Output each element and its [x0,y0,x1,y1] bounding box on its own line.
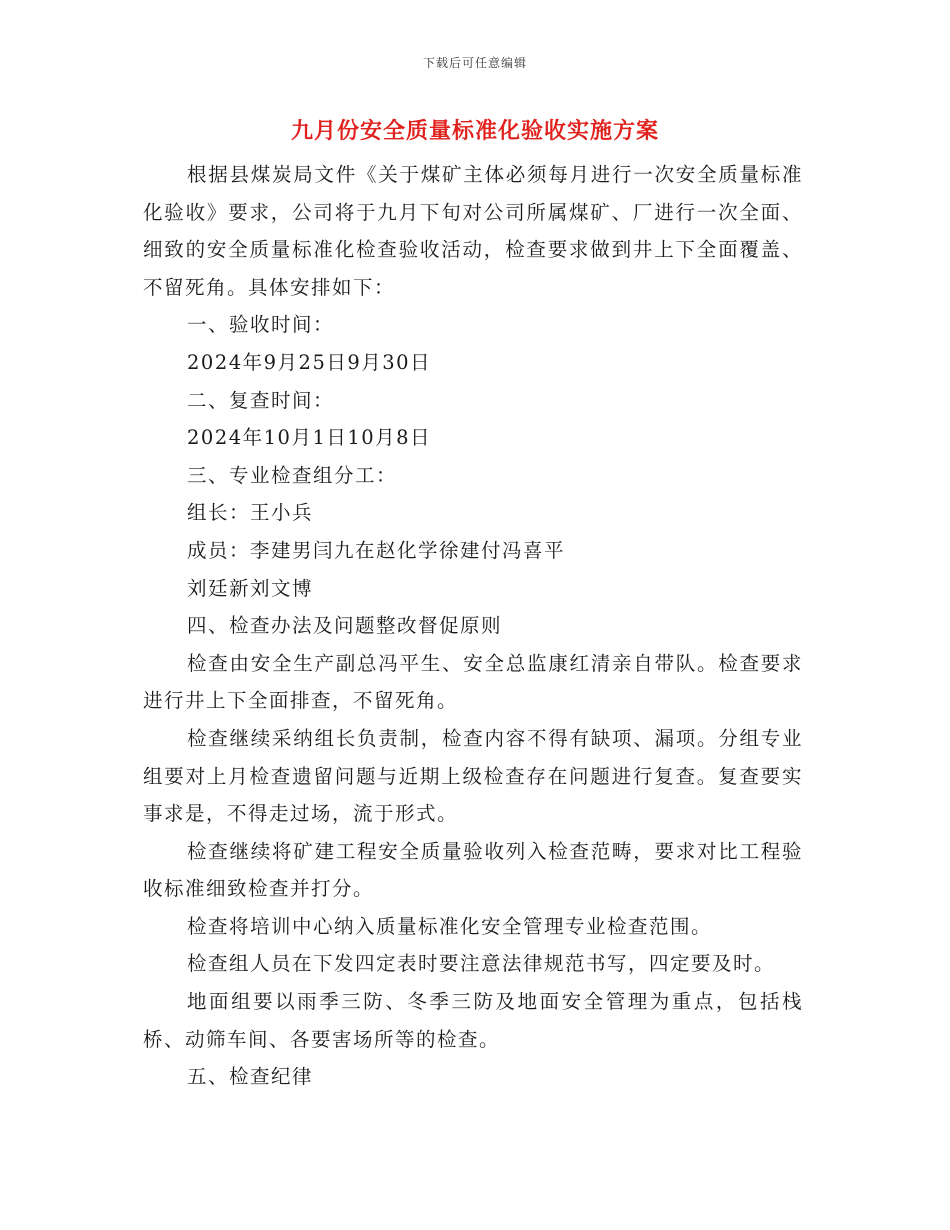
section-heading-5: 五、检查纪律 [187,1065,314,1089]
document-body [143,156,803,1096]
section-heading-1: 一、验收时间： [187,313,335,337]
inspection-date: 2024年9月25日9月30日 [187,350,432,374]
paragraph-training: 检查将培训中心纳入质量标准化安全管理专业检查范围。 [187,914,713,938]
group-members-continued: 刘廷新刘文博 [187,576,314,600]
group-leader: 组长：王小兵 [187,501,314,525]
section-heading-3: 三、专业检查组分工： [187,463,398,487]
section-heading-2: 二、复查时间： [187,388,335,412]
paragraph-responsibility: 检查继续采纳组长负责制，检查内容不得有缺项、漏项。分组专业组要对上月检查遗留问题与近期上级检查存在问题进行复查。复查要实事求是，不得走过场，流于形式。 [143,726,803,826]
group-members: 成员：李建男闫九在赵化学徐建付冯喜平 [187,538,566,562]
paragraph-engineering: 检查继续将矿建工程安全质量验收列入检查范畴，要求对比工程验收标准细致检查并打分。 [143,839,803,901]
review-date: 2024年10月1日10月8日 [187,426,432,450]
paragraph-ground-group: 地面组要以雨季三防、冬季三防及地面安全管理为重点，包括栈桥、动筛车间、各要害场所等的检查。 [143,990,803,1051]
document-title: 九月份安全质量标准化验收实施方案 [290,118,659,144]
header-note: 下载后可任意编辑 [422,56,527,70]
intro-paragraph: 根据县煤炭局文件《关于煤矿主体必须每月进行一次安全质量标准化验收》要求，公司将于九月下旬对公司所属煤矿、厂进行一次全面、细致的安全质量标准化检查验收活动，检查要求做到井上下全面覆盖、不留死角。具体安排如下： [143,163,803,299]
section-heading-4: 四、检查办法及问题整改督促原则 [187,614,503,638]
paragraph-forms: 检查组人员在下发四定表时要注意法律规范书写，四定要及时。 [187,952,776,976]
paragraph-leadership: 检查由安全生产副总冯平生、安全总监康红清亲自带队。检查要求进行井上下全面排查，不留死角。 [143,651,803,713]
